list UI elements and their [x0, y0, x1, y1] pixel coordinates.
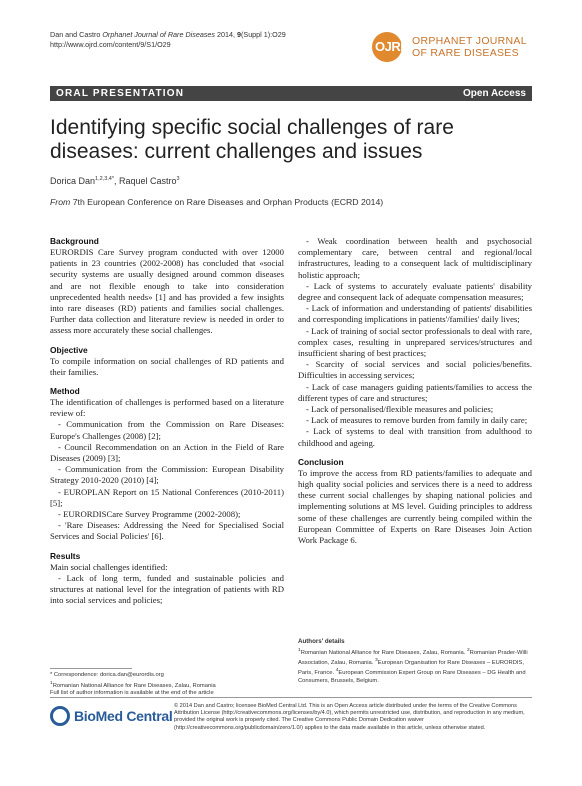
biomed-central-logo [50, 704, 180, 730]
list-item: - 'Rare Diseases: Addressing the Need for Specialised Social Services and Social Policies' [6]. [50, 520, 284, 542]
bmc-circle-icon [50, 706, 70, 726]
list-item: - Lack of measures to remove burden from family in daily care; [306, 415, 528, 426]
background-section [50, 236, 284, 337]
paragraph: The identification of challenges is performed based on a literature review of: [50, 397, 284, 419]
list-item: - Lack of case managers guiding patients/families to access the different types of care and structures; [298, 381, 532, 403]
objective-section [50, 345, 284, 378]
full-list-note: Full list of author information is available at the end of the article [50, 689, 214, 696]
list-item: - Scarcity of social services and social policies/benefits. Difficulties in accessing services; [298, 359, 532, 381]
list-item: - Lack of systems to accurately evaluate patients' disability degree and consequent lack of adequate compensation measures; [298, 280, 532, 303]
section-heading: Results [50, 550, 81, 561]
open-access-label: Open Access [463, 88, 526, 99]
list-item: - Communication from the Commission: European Disability Strategy 2010-2020 (2010) [4]; [50, 464, 284, 486]
list-item: - EURORDISCare Survey Programme (2002-2008); [58, 509, 241, 520]
journal-logo [372, 32, 542, 62]
list-item: - Lack of systems to deal with transition from adulthood to childhood and ageing. [298, 426, 532, 448]
right-column [298, 236, 532, 554]
section-heading: Method [50, 386, 80, 397]
results-continued [298, 236, 532, 449]
section-heading: Objective [50, 344, 88, 355]
list-item: - Communication from the Commission on Rare Diseases: Europe's Challenges (2008) [2]; [50, 419, 284, 441]
paragraph: Main social challenges identified: [50, 561, 168, 572]
author-list: Dorica Dan$^{1,2,3,4*}$, Raquel Castro$^3$ [50, 176, 180, 186]
list-item: - Council Recommendation on an Action in the Field of Rare Diseases (2009) [3]; [50, 441, 284, 464]
list-item: - Lack of long term, funded and sustainable policies and structures at national level for the integration of patients with RD into social services and policies; [50, 572, 284, 606]
section-heading: Conclusion [298, 456, 344, 467]
correspondence-email[interactable]: * Correspondence: dorica.dan@eurordis.org [50, 672, 164, 678]
article-title: Identifying specific social challenges of rare diseases: current challenges and issues [50, 116, 454, 163]
left-column [50, 236, 284, 614]
section-heading: Authors' details [298, 638, 345, 645]
author-name[interactable]: Dorica Dan [50, 176, 96, 186]
publisher-name: BioMed Central [74, 708, 173, 724]
section-heading: Background [50, 236, 99, 246]
logo-wordmark: ORPHANET JOURNAL OF RARE DISEASES [412, 35, 527, 59]
citation-line: Dan and Castro Orphanet Journal of Rare Diseases 2014, 9(Suppl 1):O29 [50, 30, 286, 39]
footnote-divider [50, 668, 132, 669]
footnote [50, 672, 284, 697]
affiliation-note: $^1$Romanian National Alliance for Rare Diseases, Zalau, Romania [50, 680, 216, 689]
article-type-label: ORAL PRESENTATION [56, 88, 185, 99]
conference-source: From 7th European Conference on Rare Diseases and Orphan Products (ECRD 2014) [50, 197, 384, 207]
paragraph: To improve the access from RD patients/families to adequate and high quality social policies and services there is a need to address these current social challenges by shaping national policies and implementing solutions at MS level. Guiding principles to address some of these challenges are currently being compiled within the European Committee of Experts on Rare Diseases Join Action Work Package 6. [298, 467, 532, 546]
list-item: - Lack of training of social sector professionals to deal with rare, complex cases, resulting in unprepared services/structures and insufficient sharing of best practices; [298, 325, 532, 359]
logo-mark: OJRD [375, 39, 410, 54]
results-section [50, 551, 284, 607]
list-item: - EUROPLAN Report on 15 National Conferences (2010-2011) [5]; [50, 486, 284, 508]
method-section [50, 386, 284, 543]
section-banner [50, 86, 532, 101]
article-url-link[interactable]: http://www.ojrd.com/content/9/S1/O29 [50, 39, 171, 49]
list-item: - Lack of information and understanding of patients' disabilities and corresponding implications in patients'/families' daily lives; [298, 303, 532, 325]
license-text: © 2014 Dan and Castro; licensee BioMed Central Ltd. This is an Open Access article distributed under the terms of the Creative Commons Attribution License (http://creativecommons.org/licenses/by/4.0), which permits unrestricted use, distribution, and reproduction in any medium, provided the original work is properly cited. The Creative Commons Public Domain Dedication waiver (http://creativecommons.org/publicdomain/zero/1.0/) applies to the data made available in this article, unless otherwise stated. [174, 703, 525, 731]
list-item: - Lack of personalised/flexible measures and policies; [306, 404, 494, 415]
citation-header [50, 30, 286, 49]
authors-details [298, 638, 532, 685]
paragraph: To compile information on social challenges of RD patients and their families. [50, 355, 284, 377]
paragraph: EURORDIS Care Survey program conducted with over 12000 patients in 23 countries (2002-2008) has concluded that «social security systems are usually designed around common diseases and are not flexible enough to take into consideration unprecedented health needs» [1] and has provided a few insights into rare diseases (RD) patients and families social challenges. Further data collection and literature review is needed in order to assess more accurately these social challenges. [50, 247, 284, 336]
license-divider [50, 697, 532, 698]
list-item: - Weak coordination between health and psychosocial complementary care, between central and regional/local infrastructures, leading to a consequent lack of multidisciplinary holistic approach; [298, 236, 532, 280]
conclusion-section [298, 457, 532, 546]
affiliations-text: $^1$Romanian National Alliance for Rare Diseases, Zalau, Romania. $^2$Romanian Prader-Willi Association, Zalau, Romania. $^3$European Organisation for Rare Diseases – EURORDIS, Paris, France. $^4$European Commission Expert Group on Rare Diseases – DG Health and Consumers, Brussels, Belgium. [298, 647, 528, 684]
